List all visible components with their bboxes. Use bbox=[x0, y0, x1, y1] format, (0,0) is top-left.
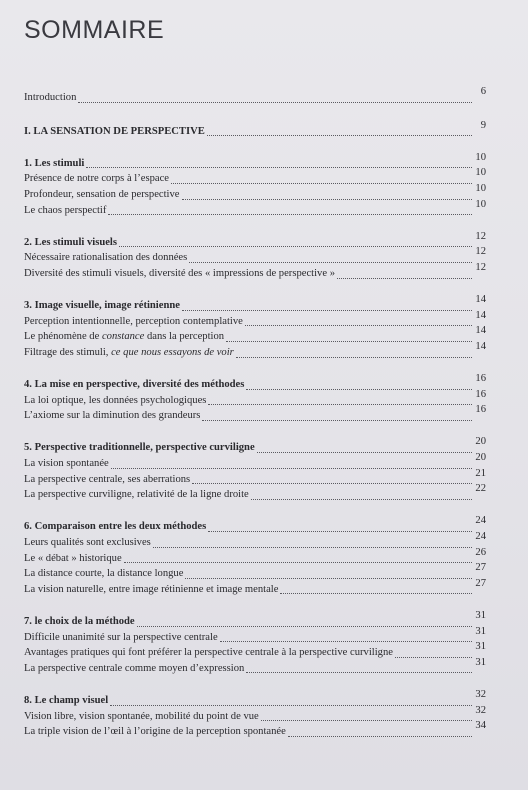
toc-page-number: 31 bbox=[475, 641, 486, 653]
toc-entry bbox=[24, 546, 486, 567]
toc-entry-label bbox=[24, 566, 183, 582]
table-of-contents bbox=[24, 86, 486, 740]
toc-entry-label bbox=[24, 90, 76, 106]
toc-entry-label bbox=[24, 440, 255, 456]
dot-leader bbox=[124, 562, 472, 563]
dot-leader bbox=[110, 705, 472, 706]
toc-entry-label bbox=[24, 551, 122, 567]
toc-entry bbox=[24, 531, 486, 551]
toc-entry bbox=[24, 198, 486, 219]
dot-leader bbox=[202, 420, 472, 421]
toc-entry-label-text: La perspective centrale comme moyen d’expression bbox=[24, 662, 245, 674]
dot-leader bbox=[137, 626, 472, 627]
toc-entry bbox=[24, 246, 486, 266]
toc-spacer bbox=[24, 424, 486, 441]
dot-leader bbox=[207, 135, 472, 136]
toc-page-number: 14 bbox=[475, 325, 486, 337]
toc-spacer bbox=[24, 282, 486, 299]
toc-page-number: 21 bbox=[475, 467, 486, 479]
dot-leader bbox=[171, 183, 472, 184]
toc-entry-label bbox=[24, 630, 218, 646]
toc-page-number: 12 bbox=[475, 246, 486, 258]
toc-spacer bbox=[24, 503, 486, 520]
dot-leader bbox=[119, 246, 472, 247]
toc-entry-label-text: La perspective centrale, ses aberrations bbox=[24, 473, 191, 485]
dot-leader bbox=[192, 483, 472, 484]
toc-entry-label-text: Filtrage des stimuli, bbox=[24, 346, 112, 358]
dot-leader bbox=[226, 341, 472, 342]
toc-page-number: 27 bbox=[475, 562, 486, 574]
dot-leader bbox=[251, 499, 472, 500]
toc-page-number: 9 bbox=[480, 119, 486, 131]
toc-entry-label bbox=[24, 393, 206, 409]
toc-page-number: 31 bbox=[475, 610, 486, 621]
toc-entry-label-text: Diversité des stimuli visuels, diversité des « impressions de perspective » bbox=[24, 267, 335, 279]
toc-entry-label-text: L’axiome sur la diminution des grandeurs bbox=[24, 410, 201, 422]
toc-entry bbox=[24, 309, 486, 330]
dot-leader bbox=[288, 736, 472, 737]
dot-leader bbox=[189, 262, 472, 263]
toc-entry bbox=[24, 340, 486, 361]
toc-entry bbox=[24, 577, 486, 598]
toc-entry bbox=[24, 182, 486, 203]
toc-entry-label bbox=[24, 250, 187, 266]
toc-entry-label-italic: ce que nous essayons de voir bbox=[111, 346, 234, 358]
toc-entry-label-text: La perspective curviligne, relativité de la ligne droite bbox=[24, 489, 249, 501]
toc-entry-label-text: La vision spontanée bbox=[24, 458, 109, 470]
toc-entry-label-text: 7. le choix de la méthode bbox=[24, 616, 135, 627]
toc-page-number: 14 bbox=[475, 294, 486, 306]
toc-entry-label-text: Difficile unanimité sur la perspective centrale bbox=[24, 631, 218, 643]
toc-entry-label-text: 4. La mise en perspective, diversité des méthodes bbox=[24, 379, 245, 391]
toc-page-number: 26 bbox=[475, 546, 486, 558]
toc-section-heading bbox=[24, 688, 486, 709]
toc-section-heading bbox=[24, 610, 486, 630]
toc-entry-label bbox=[24, 298, 180, 314]
dot-leader bbox=[208, 531, 472, 532]
toc-page-number: 34 bbox=[475, 720, 486, 732]
toc-entry bbox=[24, 467, 486, 488]
toc-page-number: 10 bbox=[475, 167, 486, 179]
toc-entry-label-text: La loi optique, les données psychologiques bbox=[24, 394, 207, 406]
dot-leader bbox=[395, 657, 472, 658]
toc-entry-label bbox=[24, 709, 259, 725]
toc-entry-label bbox=[24, 456, 109, 472]
toc-entry-label-text: 3. Image visuelle, image rétinienne bbox=[24, 300, 180, 312]
toc-entry bbox=[24, 720, 486, 740]
dot-leader bbox=[246, 672, 472, 673]
toc-entry-label-text: Le « débat » historique bbox=[24, 552, 122, 564]
toc-page-number: 16 bbox=[475, 404, 486, 416]
toc-entry-label-text: La distance courte, la distance longue bbox=[24, 568, 184, 580]
toc-entry-label bbox=[24, 519, 206, 535]
toc-page-number: 16 bbox=[475, 388, 486, 400]
toc-entry bbox=[24, 704, 486, 725]
toc-entry bbox=[24, 562, 486, 582]
toc-entry-label-text: Leurs qualités sont exclusives bbox=[24, 537, 151, 549]
toc-entry-label-text: Introduction bbox=[24, 92, 77, 103]
dot-leader bbox=[236, 357, 472, 358]
dot-leader bbox=[182, 199, 473, 200]
toc-entry-label bbox=[24, 203, 106, 219]
toc-page-number: 31 bbox=[475, 625, 486, 637]
toc-entry-label bbox=[24, 582, 278, 598]
toc-spacer bbox=[24, 676, 486, 693]
toc-entry bbox=[24, 167, 486, 187]
toc-page-number: 12 bbox=[475, 261, 486, 273]
toc-entry bbox=[24, 483, 486, 503]
toc-entry-label-text: 5. Perspective traditionnelle, perspective curviligne bbox=[24, 442, 255, 454]
toc-entry-label bbox=[24, 377, 244, 393]
dot-leader bbox=[78, 102, 472, 103]
page-title: SOMMAIRE bbox=[24, 16, 165, 44]
toc-entry bbox=[24, 656, 486, 677]
dot-leader bbox=[280, 593, 472, 594]
toc-section-heading bbox=[24, 294, 486, 314]
toc-entry-label-text: La vision naturelle, entre image rétinienne et image mentale bbox=[24, 583, 279, 595]
toc-entry-label-text: Avantages pratiques qui font préférer la perspective centrale à la perspective curviligne bbox=[24, 647, 393, 659]
toc-spacer bbox=[24, 218, 486, 235]
toc-entry-label bbox=[24, 171, 169, 187]
toc-entry-label bbox=[24, 645, 393, 661]
toc-section-heading bbox=[24, 515, 486, 535]
toc-page-number: 14 bbox=[475, 309, 486, 321]
toc-entry-label-text: La triple vision de l’œil à l’origine de la perception spontanée bbox=[24, 726, 286, 738]
toc-entry-label-text: Nécessaire rationalisation des données bbox=[24, 252, 188, 264]
toc-entry bbox=[24, 86, 486, 106]
toc-page-number: 32 bbox=[475, 688, 486, 700]
toc-entry-label bbox=[24, 661, 244, 677]
dot-leader bbox=[245, 325, 472, 326]
dot-leader bbox=[208, 404, 472, 405]
toc-entry bbox=[24, 261, 486, 282]
dot-leader bbox=[257, 452, 472, 453]
toc-entry-label-text: Profondeur, sensation de perspective bbox=[24, 188, 180, 200]
toc-entry-label-text: Le chaos perspectif bbox=[24, 204, 107, 216]
toc-entry-label bbox=[24, 487, 249, 503]
toc-page-number: 31 bbox=[475, 656, 486, 668]
dot-leader bbox=[108, 214, 472, 215]
toc-section-heading bbox=[24, 436, 486, 456]
toc-entry-label bbox=[24, 124, 205, 140]
toc-entry-label bbox=[24, 408, 200, 424]
toc-entry bbox=[24, 325, 486, 345]
toc-page-number: 14 bbox=[475, 340, 486, 352]
toc-page-number: 10 bbox=[475, 151, 486, 163]
toc-section-heading bbox=[24, 151, 486, 172]
dot-leader bbox=[337, 278, 472, 279]
toc-entry-label-text: dans la perception bbox=[144, 331, 225, 343]
toc-entry-label-text: Le phénomène de bbox=[24, 331, 102, 343]
toc-page-number: 10 bbox=[475, 198, 486, 210]
toc-entry bbox=[24, 625, 486, 646]
toc-entry-label bbox=[24, 235, 117, 251]
toc-page-number: 6 bbox=[480, 86, 486, 97]
toc-entry bbox=[24, 388, 486, 409]
toc-spacer bbox=[24, 106, 486, 124]
dot-leader bbox=[111, 468, 472, 469]
toc-entry-label bbox=[24, 266, 335, 282]
dot-leader bbox=[185, 578, 472, 579]
toc-entry-label-text: 2. Les stimuli visuels bbox=[24, 236, 118, 248]
dot-leader bbox=[182, 310, 472, 311]
toc-spacer bbox=[24, 597, 486, 614]
toc-entry-label bbox=[24, 345, 234, 361]
toc-page-number: 24 bbox=[475, 531, 486, 543]
toc-entry bbox=[24, 452, 486, 472]
toc-entry-label-text: Présence de notre corps à l’espace bbox=[24, 173, 170, 185]
toc-section-heading bbox=[24, 230, 486, 251]
toc-entry-label bbox=[24, 724, 286, 740]
toc-page-number: 32 bbox=[475, 704, 486, 716]
toc-entry bbox=[24, 404, 486, 424]
toc-page-number: 22 bbox=[475, 483, 486, 495]
toc-entry-label bbox=[24, 535, 151, 551]
toc-entry-label-text: Perception intentionnelle, perception contemplative bbox=[24, 315, 243, 327]
toc-section-heading bbox=[24, 119, 486, 140]
dot-leader bbox=[220, 641, 472, 642]
dot-leader bbox=[86, 167, 472, 168]
toc-page-number: 20 bbox=[475, 452, 486, 464]
toc-entry-label bbox=[24, 314, 243, 330]
toc-entry-label-text: 8. Le champ visuel bbox=[24, 694, 109, 706]
toc-entry-label-text: I. LA SENSATION DE PERSPECTIVE bbox=[24, 125, 205, 137]
toc-entry-label-text: 6. Comparaison entre les deux méthodes bbox=[24, 521, 207, 533]
toc-page-number: 10 bbox=[475, 182, 486, 194]
toc-page-number: 12 bbox=[475, 230, 486, 242]
toc-entry-label-italic: constance bbox=[101, 331, 145, 343]
toc-page-number: 24 bbox=[475, 515, 486, 527]
toc-page-number: 16 bbox=[475, 373, 486, 385]
dot-leader bbox=[261, 720, 472, 721]
toc-entry-label bbox=[24, 187, 180, 203]
dot-leader bbox=[246, 389, 472, 390]
toc-entry-label bbox=[24, 329, 224, 345]
toc-entry-label bbox=[24, 472, 190, 488]
toc-page-number: 27 bbox=[475, 577, 486, 589]
toc-page-number: 20 bbox=[475, 436, 486, 448]
toc-spacer bbox=[24, 361, 486, 378]
dot-leader bbox=[153, 547, 472, 548]
toc-entry-label-text: 1. Les stimuli bbox=[24, 157, 85, 169]
toc-entry-label bbox=[24, 156, 84, 172]
toc-section-heading bbox=[24, 373, 486, 393]
toc-entry-label bbox=[24, 614, 135, 630]
toc-entry-label-text: Vision libre, vision spontanée, mobilité du point de vue bbox=[24, 710, 259, 722]
toc-entry bbox=[24, 641, 486, 661]
toc-spacer bbox=[24, 139, 486, 156]
toc-entry-label bbox=[24, 693, 108, 709]
